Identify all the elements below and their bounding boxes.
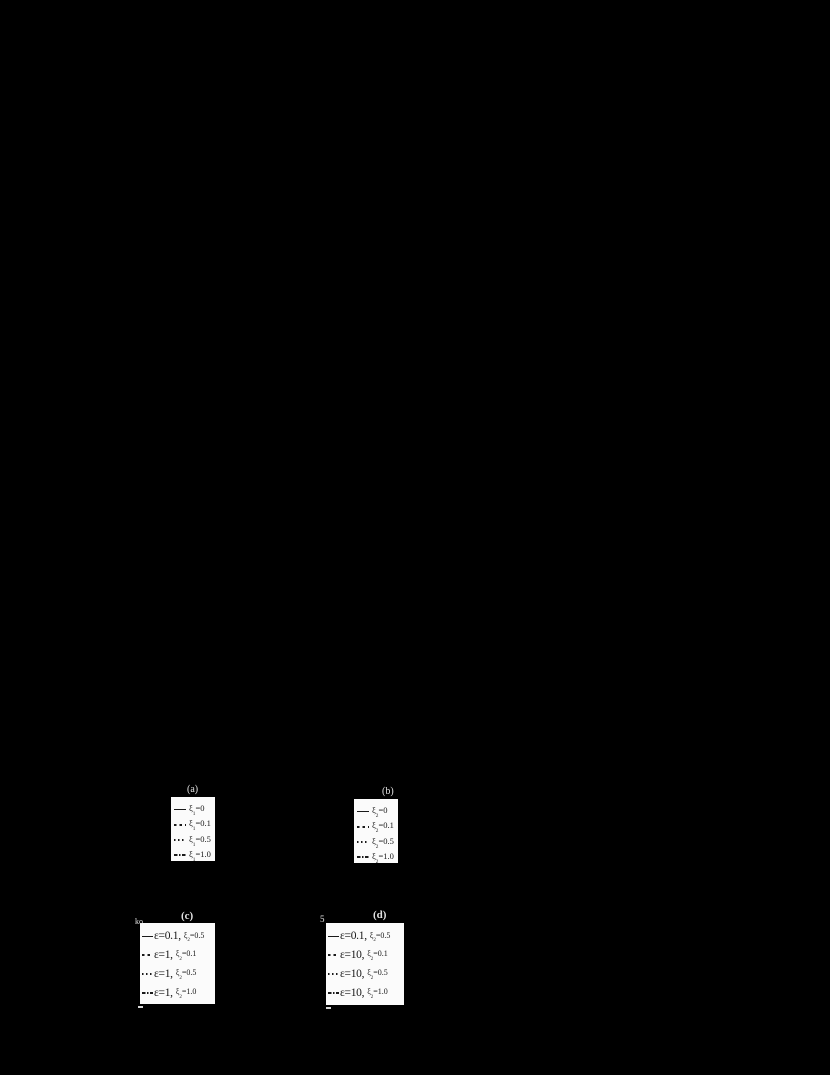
dashed-line-icon: [142, 954, 153, 956]
xi-subscript: 2: [179, 957, 182, 963]
legend-box-panel-b: [354, 799, 398, 863]
xi-symbol: ξ: [369, 930, 374, 940]
solid-line-icon: [357, 811, 369, 813]
xi-symbol: ξ: [372, 805, 376, 816]
epsilon-label: ε=0.1,: [154, 930, 181, 943]
xi-subscript: 2: [187, 938, 190, 944]
xi-symbol: ξ: [183, 930, 188, 940]
dotted-line-icon: [328, 973, 339, 975]
epsilon-label: ε=1,: [154, 986, 173, 999]
legend-label: [367, 968, 388, 980]
legend-entry: [174, 848, 213, 863]
legend-label: [372, 851, 394, 864]
xi-subscript: 2: [370, 957, 374, 963]
epsilon-label: ε=10,: [340, 967, 365, 980]
legend-label: [189, 849, 211, 862]
xi-symbol: ξ: [372, 820, 376, 831]
xi-subscript: 1: [192, 856, 196, 863]
legend-entry: [328, 983, 403, 1002]
legend-box-panel-c: [140, 923, 215, 1004]
legend-entry: [142, 927, 214, 946]
legend-label: [184, 931, 205, 943]
legend-entry: [174, 817, 213, 832]
epsilon-label: ε=10,: [340, 949, 365, 962]
axis-text-fragment: ko: [135, 917, 143, 926]
dotted-line-icon: [142, 973, 153, 975]
xi-subscript: 2: [370, 976, 374, 982]
legend-entry: [142, 965, 214, 984]
solid-line-icon: [142, 936, 153, 938]
dotted-line-icon: [174, 839, 186, 841]
fragment-mark: [138, 1006, 143, 1008]
legend-box-panel-d: [326, 923, 404, 1005]
xi-symbol: ξ: [372, 850, 376, 861]
legend-entry: [328, 927, 403, 946]
legend-label: [189, 818, 211, 831]
xi-value: =0.5: [195, 833, 211, 844]
legend-entry: [357, 804, 396, 819]
xi-subscript: 2: [375, 828, 379, 835]
legend-label: [370, 931, 391, 943]
dashdot-line-icon: [174, 854, 186, 856]
xi-value: =0.5: [189, 930, 205, 940]
xi-subscript: 2: [373, 938, 376, 944]
xi-value: =0.1: [195, 818, 211, 829]
xi-subscript: 2: [375, 843, 379, 850]
xi-value: =0.1: [378, 820, 394, 831]
legend-label: [372, 836, 394, 849]
solid-line-icon: [174, 809, 186, 811]
xi-subscript: 2: [375, 858, 379, 865]
legend-entry: [142, 946, 214, 965]
legend-label: [189, 834, 211, 847]
panel-label-a-fragment: (a): [187, 784, 199, 795]
fragment-mark: [326, 1007, 331, 1009]
xi-subscript: 1: [192, 826, 196, 833]
legend-entry: [357, 819, 396, 834]
axis-text-fragment: 5: [320, 914, 325, 924]
epsilon-label: ε=10,: [340, 986, 365, 999]
dashdot-line-icon: [328, 992, 339, 994]
xi-symbol: ξ: [189, 848, 193, 859]
legend-entry: [357, 850, 396, 865]
legend-label: [367, 987, 388, 999]
xi-symbol: ξ: [175, 949, 180, 959]
xi-value: =0.1: [181, 949, 197, 959]
legend-box-panel-a: [171, 797, 215, 861]
legend-entry: [328, 946, 403, 965]
xi-symbol: ξ: [189, 803, 193, 814]
legend-entry: [328, 965, 403, 984]
xi-subscript: 2: [179, 994, 182, 1000]
dashdot-line-icon: [357, 856, 369, 858]
xi-subscript: 1: [192, 811, 196, 818]
xi-symbol: ξ: [189, 833, 193, 844]
legend-label: [372, 805, 387, 818]
xi-symbol: ξ: [367, 968, 371, 978]
xi-value: =0.5: [375, 930, 391, 940]
legend-label: [176, 949, 197, 961]
xi-symbol: ξ: [367, 986, 371, 996]
legend-label: [367, 949, 388, 961]
xi-value: =1.0: [378, 850, 394, 861]
xi-value: =0.1: [373, 949, 388, 959]
xi-symbol: ξ: [367, 949, 371, 959]
xi-value: =0.5: [373, 968, 388, 978]
legend-entry: [142, 983, 214, 1002]
legend-label: [176, 987, 197, 999]
xi-value: =1.0: [181, 986, 197, 996]
xi-symbol: ξ: [175, 986, 180, 996]
legend-label: [189, 803, 204, 816]
legend-label: [372, 820, 394, 833]
dashed-line-icon: [357, 826, 369, 828]
xi-subscript: 2: [375, 813, 379, 820]
xi-value: =0: [378, 805, 388, 816]
legend-entry: [357, 834, 396, 849]
panel-label-b-fragment: (b): [382, 786, 394, 797]
panel-label-d-fragment: (d): [373, 909, 387, 921]
legend-label: [176, 968, 197, 980]
legend-entry: [174, 802, 213, 817]
xi-value: =1.0: [373, 986, 388, 996]
xi-value: =0.5: [181, 968, 197, 978]
dashed-line-icon: [174, 824, 186, 826]
xi-subscript: 1: [192, 841, 196, 848]
xi-value: =0: [195, 803, 205, 814]
epsilon-label: ε=0.1,: [340, 930, 367, 943]
epsilon-label: ε=1,: [154, 949, 173, 962]
xi-value: =0.5: [378, 835, 394, 846]
dashed-line-icon: [328, 954, 339, 956]
xi-subscript: 2: [179, 976, 182, 982]
xi-symbol: ξ: [189, 818, 193, 829]
xi-subscript: 2: [370, 994, 374, 1000]
dotted-line-icon: [357, 841, 369, 843]
legend-entry: [174, 832, 213, 847]
solid-line-icon: [328, 936, 339, 938]
epsilon-label: ε=1,: [154, 967, 173, 980]
xi-symbol: ξ: [175, 968, 180, 978]
dashdot-line-icon: [142, 992, 153, 994]
panel-label-c-fragment: (c): [181, 910, 194, 922]
xi-value: =1.0: [195, 848, 211, 859]
xi-symbol: ξ: [372, 835, 376, 846]
